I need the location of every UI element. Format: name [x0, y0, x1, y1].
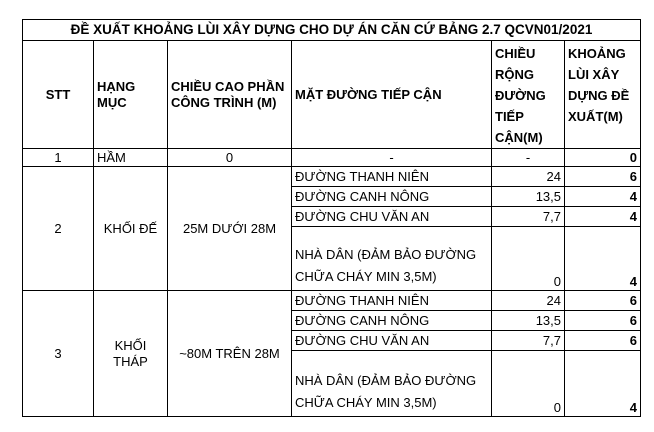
header-khoang-lui: KHOẢNG LÙI XÂY DỰNG ĐỀ XUẤT(M) [565, 41, 641, 149]
cell-chieu-cao: ~80M TRÊN 28M [168, 291, 292, 417]
cell-chieu-cao: 25M DƯỚI 28M [168, 167, 292, 291]
cell-chieu-rong: 24 [492, 291, 565, 311]
cell-hang-muc: KHỐI ĐẾ [94, 167, 168, 291]
cell-chieu-rong: 13,5 [492, 187, 565, 207]
header-chieu-cao: CHIỀU CAO PHẦN CÔNG TRÌNH (M) [168, 41, 292, 149]
setback-table [22, 19, 641, 417]
cell-chieu-rong: 13,5 [492, 311, 565, 331]
header-mat-duong: MẶT ĐƯỜNG TIẾP CẬN [292, 41, 492, 149]
table-row [23, 291, 641, 311]
cell-hang-muc: HẦM [94, 149, 168, 167]
cell-khoang-lui: 4 [565, 187, 641, 207]
table-row [23, 149, 641, 167]
cell-chieu-rong: 7,7 [492, 207, 565, 227]
cell-khoang-lui: 0 [565, 149, 641, 167]
cell-mat-duong: - [292, 149, 492, 167]
cell-khoang-lui: 4 [565, 207, 641, 227]
cell-chieu-rong: 0 [492, 227, 565, 291]
cell-mat-duong: ĐƯỜNG CANH NÔNG [292, 311, 492, 331]
cell-khoang-lui: 6 [565, 167, 641, 187]
cell-stt: 3 [23, 291, 94, 417]
cell-mat-duong: ĐƯỜNG THANH NIÊN [292, 291, 492, 311]
header-stt: STT [23, 41, 94, 149]
cell-chieu-cao: 0 [168, 149, 292, 167]
header-chieu-rong: CHIỀU RỘNG ĐƯỜNG TIẾP CẬN(M) [492, 41, 565, 149]
cell-mat-duong: ĐƯỜNG CHU VĂN AN [292, 207, 492, 227]
cell-stt: 2 [23, 167, 94, 291]
cell-khoang-lui: 4 [565, 227, 641, 291]
header-hang-muc: HẠNG MỤC [94, 41, 168, 149]
cell-mat-duong: NHÀ DÂN (ĐẢM BẢO ĐƯỜNG CHỮA CHÁY MIN 3,5M) [292, 227, 492, 291]
cell-chieu-rong: 24 [492, 167, 565, 187]
cell-hang-muc: KHỐI THÁP [94, 291, 168, 417]
cell-chieu-rong: - [492, 149, 565, 167]
cell-mat-duong: ĐƯỜNG CHU VĂN AN [292, 331, 492, 351]
table-title: ĐỀ XUẤT KHOẢNG LÙI XÂY DỰNG CHO DỰ ÁN CĂN CỨ BẢNG 2.7 QCVN01/2021 [23, 20, 641, 41]
cell-stt: 1 [23, 149, 94, 167]
cell-mat-duong: NHÀ DÂN (ĐẢM BẢO ĐƯỜNG CHỮA CHÁY MIN 3,5M) [292, 351, 492, 417]
cell-khoang-lui: 6 [565, 291, 641, 311]
cell-mat-duong: ĐƯỜNG THANH NIÊN [292, 167, 492, 187]
cell-chieu-rong: 0 [492, 351, 565, 417]
cell-chieu-rong: 7,7 [492, 331, 565, 351]
cell-khoang-lui: 6 [565, 311, 641, 331]
cell-khoang-lui: 4 [565, 351, 641, 417]
cell-mat-duong: ĐƯỜNG CANH NÔNG [292, 187, 492, 207]
table-row [23, 167, 641, 187]
cell-khoang-lui: 6 [565, 331, 641, 351]
